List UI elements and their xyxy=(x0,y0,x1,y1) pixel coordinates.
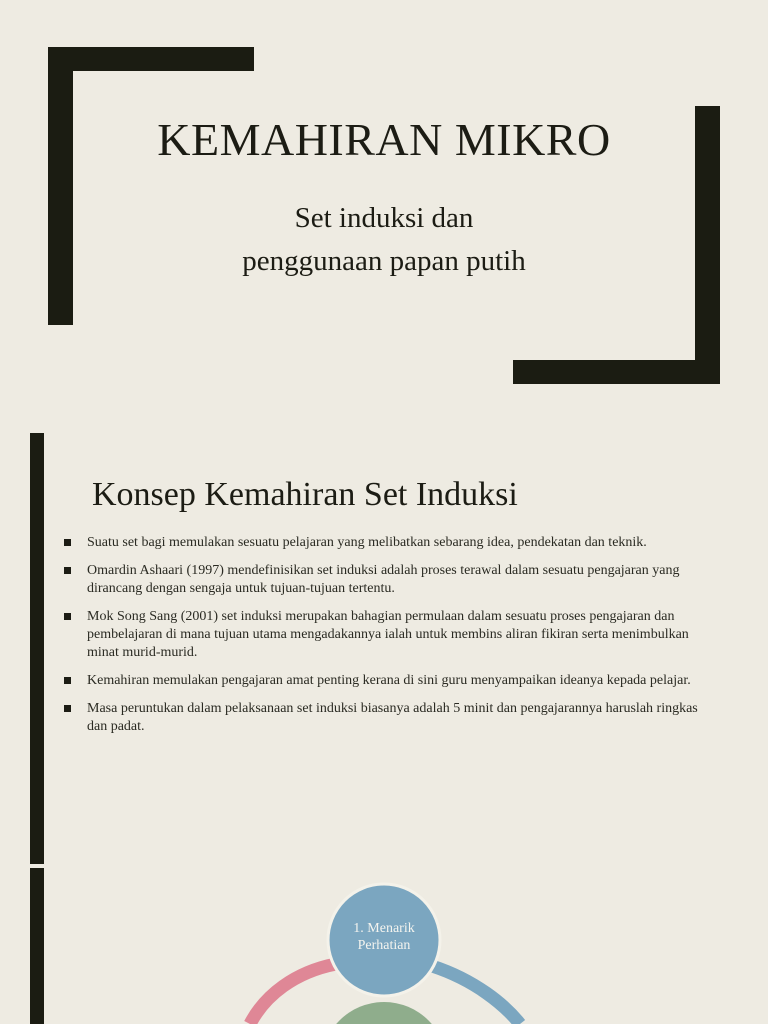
cycle-arc-blue xyxy=(432,966,520,1024)
title-slide xyxy=(0,0,768,410)
subtitle-line-2: penggunaan papan putih xyxy=(242,245,526,277)
accent-bar-upper xyxy=(30,433,44,864)
frame-top-left-horizontal xyxy=(48,47,254,71)
cycle-step-circle-green xyxy=(321,1002,447,1024)
slide-title: KEMAHIRAN MIKRO xyxy=(157,114,611,165)
bullet-text: Omardin Ashaari (1997) mendefinisikan set induksi adalah proses terawal dalam sesuatu pengajaran yang dirancang dengan sengaja untuk tujuan-tujuan tertentu. xyxy=(87,563,680,596)
bullet-list xyxy=(62,534,702,746)
list-item xyxy=(62,672,702,690)
bullet-text: Mok Song Sang (2001) set induksi merupakan bahagian permulaan dalam sesuatu proses pengajaran dan pembelajaran di mana tujuan utama mengadakannya ialah untuk membins aliran fikiran serta menimbulkan minat murid-murid. xyxy=(87,609,689,660)
bullet-square-icon xyxy=(64,539,71,546)
frame-top-left-vertical xyxy=(48,47,73,325)
subtitle-line-1: Set induksi dan xyxy=(294,202,474,234)
list-item xyxy=(62,700,702,736)
bullet-text: Masa peruntukan dalam pelaksanaan set induksi biasanya adalah 5 minit dan pengajarannya haruslah ringkas dan padat. xyxy=(87,701,698,734)
content-slide xyxy=(0,410,768,1024)
bullet-square-icon xyxy=(64,677,71,684)
list-item xyxy=(62,534,702,552)
bullet-square-icon xyxy=(64,567,71,574)
list-item xyxy=(62,562,702,598)
cycle-step-label-line-2: Perhatian xyxy=(357,938,411,953)
cycle-step-label xyxy=(328,920,440,954)
list-item xyxy=(62,608,702,662)
bullet-square-icon xyxy=(64,613,71,620)
bullet-square-icon xyxy=(64,705,71,712)
cycle-step-label-line-1: 1. Menarik xyxy=(353,921,415,936)
content-slide-title: Konsep Kemahiran Set Induksi xyxy=(92,476,518,513)
slide-subtitle xyxy=(0,197,768,283)
frame-bottom-right-horizontal xyxy=(513,360,720,384)
bullet-text: Suatu set bagi memulakan sesuatu pelajaran yang melibatkan sebarang idea, pendekatan dan teknik. xyxy=(87,535,647,550)
bullet-text: Kemahiran memulakan pengajaran amat penting kerana di sini guru menyampaikan ideanya kepada pelajar. xyxy=(87,673,691,688)
cycle-arc-pink xyxy=(250,964,336,1024)
